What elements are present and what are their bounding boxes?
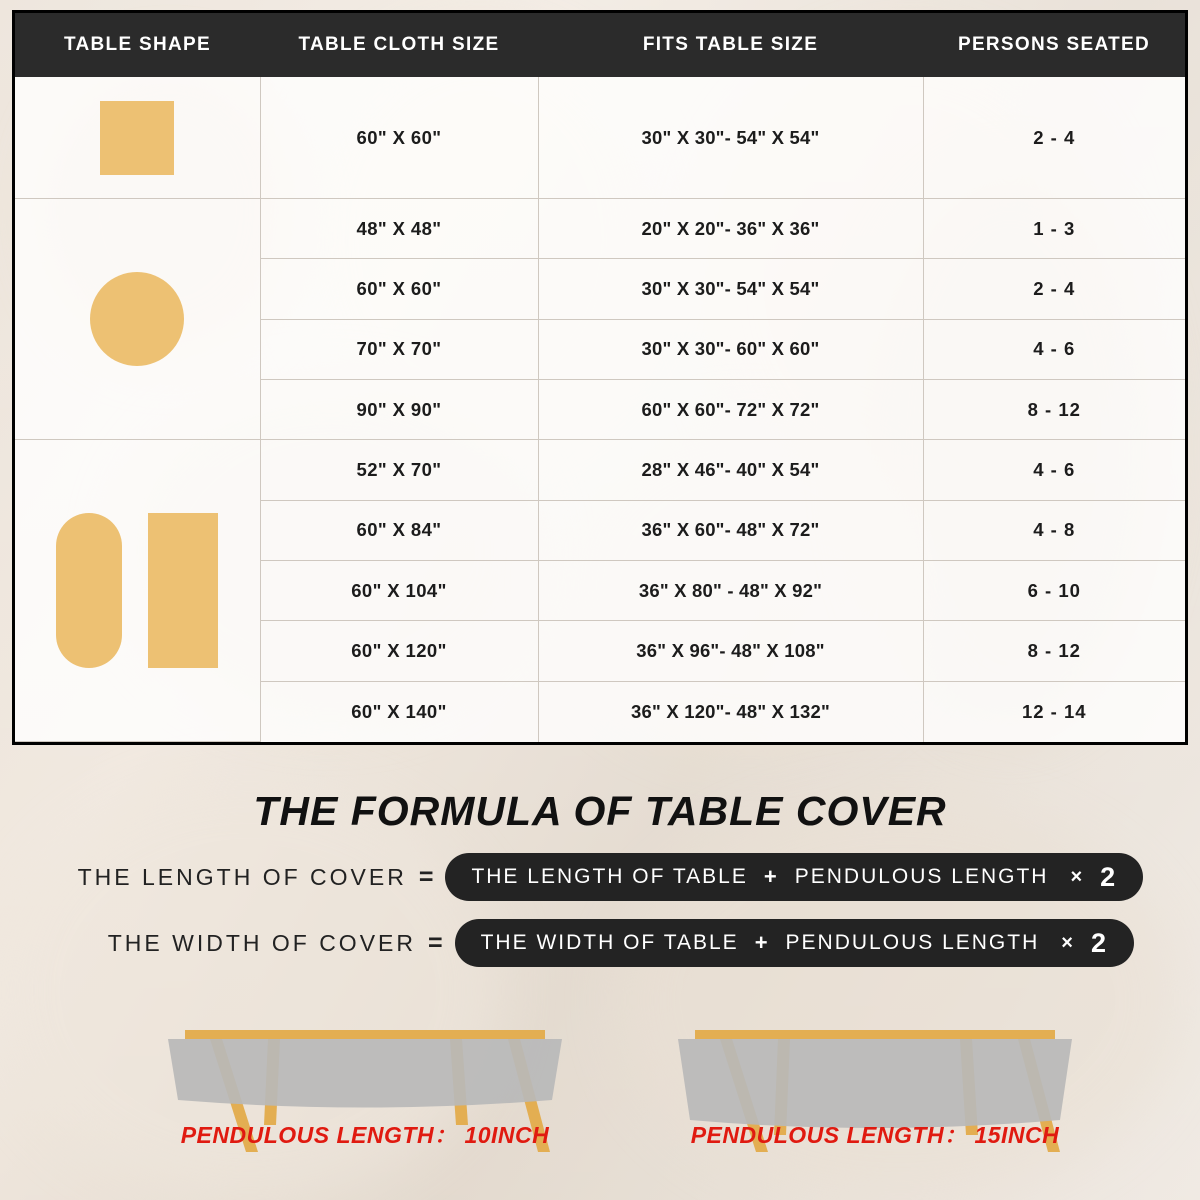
column-header-fits-table-size: FITS TABLE SIZE — [538, 13, 923, 77]
shape-cell-oblong — [15, 440, 260, 742]
column-header-table-shape: TABLE SHAPE — [15, 13, 260, 77]
column-header-table-cloth-size: TABLE CLOTH SIZE — [260, 13, 538, 77]
table-row — [15, 440, 1185, 500]
square-shape-icon — [15, 101, 260, 175]
formula-title: THE FORMULA OF TABLE COVER — [253, 788, 947, 834]
cloth-size-value: 60" X 60" — [260, 259, 538, 319]
formula-factor: 2 — [1090, 927, 1108, 958]
table-diagrams — [0, 1020, 1200, 1200]
caption-pendulous-length-15inch: PENDULOUS LENGTH： 15INCH — [690, 1122, 1060, 1148]
oblong-rectangle-shape-icon — [15, 513, 260, 668]
persons-seated-value: 8 - 12 — [923, 621, 1185, 681]
formula-section — [0, 762, 1200, 1200]
formula-length-label: THE LENGTH OF COVER — [77, 863, 407, 890]
cloth-size-value: 52" X 70" — [260, 440, 538, 500]
cloth-size-value: 48" X 48" — [260, 199, 538, 259]
persons-seated-value: 6 - 10 — [923, 561, 1185, 621]
fits-size-value: 36" X 120"- 48" X 132" — [538, 681, 923, 741]
fits-size-value: 36" X 80" - 48" X 92" — [538, 561, 923, 621]
formula-equals-sign: = — [428, 928, 443, 957]
persons-seated-value: 4 - 6 — [923, 440, 1185, 500]
cloth-size-value: 60" X 120" — [260, 621, 538, 681]
formula-width-expression — [455, 919, 1134, 967]
persons-seated-value: 1 - 3 — [923, 199, 1185, 259]
persons-seated-value: 8 - 12 — [923, 380, 1185, 440]
fits-size-value: 28" X 46"- 40" X 54" — [538, 440, 923, 500]
fits-size-value: 20" X 20"- 36" X 36" — [538, 199, 923, 259]
cloth-size-value: 70" X 70" — [260, 319, 538, 379]
fits-size-value: 36" X 60"- 48" X 72" — [538, 500, 923, 560]
formula-width-label: THE WIDTH OF COVER — [107, 929, 416, 956]
cloth-size-value: 60" X 60" — [260, 77, 538, 199]
formula-term-table-length: THE LENGTH OF TABLE — [471, 865, 748, 888]
size-chart-card — [12, 10, 1188, 745]
formula-term-pendulous-length: PENDULOUS LENGTH — [794, 865, 1049, 888]
fits-size-value: 30" X 30"- 60" X 60" — [538, 319, 923, 379]
column-header-persons-seated: PERSONS SEATED — [923, 13, 1185, 77]
multiply-icon: × — [1061, 931, 1075, 954]
formula-factor: 2 — [1100, 861, 1118, 892]
fits-size-value: 30" X 30"- 54" X 54" — [538, 259, 923, 319]
cloth-size-value: 60" X 140" — [260, 681, 538, 741]
formula-row-length — [0, 853, 1200, 901]
table-row — [15, 77, 1185, 199]
shape-cell-square — [15, 77, 260, 199]
persons-seated-value: 4 - 8 — [923, 500, 1185, 560]
persons-seated-value: 12 - 14 — [1021, 700, 1087, 722]
table-row — [15, 199, 1185, 259]
plus-icon: + — [754, 930, 770, 955]
size-chart-table — [15, 13, 1185, 742]
fits-size-value: 30" X 30"- 54" X 54" — [538, 77, 923, 199]
cloth-size-value: 60" X 84" — [260, 500, 538, 560]
formula-row-width — [0, 919, 1200, 967]
caption-pendulous-length-10inch: PENDULOUS LENGTH： 10INCH — [180, 1122, 550, 1148]
plus-icon: + — [763, 864, 779, 889]
formula-term-table-width: THE WIDTH OF TABLE — [480, 931, 739, 954]
fits-size-value: 60" X 60"- 72" X 72" — [538, 380, 923, 440]
cloth-size-value: 60" X 104" — [260, 561, 538, 621]
persons-seated-value: 4 - 6 — [923, 319, 1185, 379]
formula-length-expression — [445, 853, 1143, 901]
circle-shape-icon — [15, 272, 260, 366]
table-header-row — [15, 13, 1185, 77]
persons-seated-value: 2 - 4 — [923, 77, 1185, 199]
multiply-icon: × — [1070, 865, 1085, 888]
formula-equals-sign: = — [418, 862, 434, 891]
persons-seated-value: 2 - 4 — [923, 259, 1185, 319]
formula-term-pendulous-length: PENDULOUS LENGTH — [785, 931, 1040, 954]
fits-size-value: 36" X 96"- 48" X 108" — [538, 621, 923, 681]
shape-cell-round — [15, 199, 260, 440]
cloth-size-value: 90" X 90" — [260, 380, 538, 440]
